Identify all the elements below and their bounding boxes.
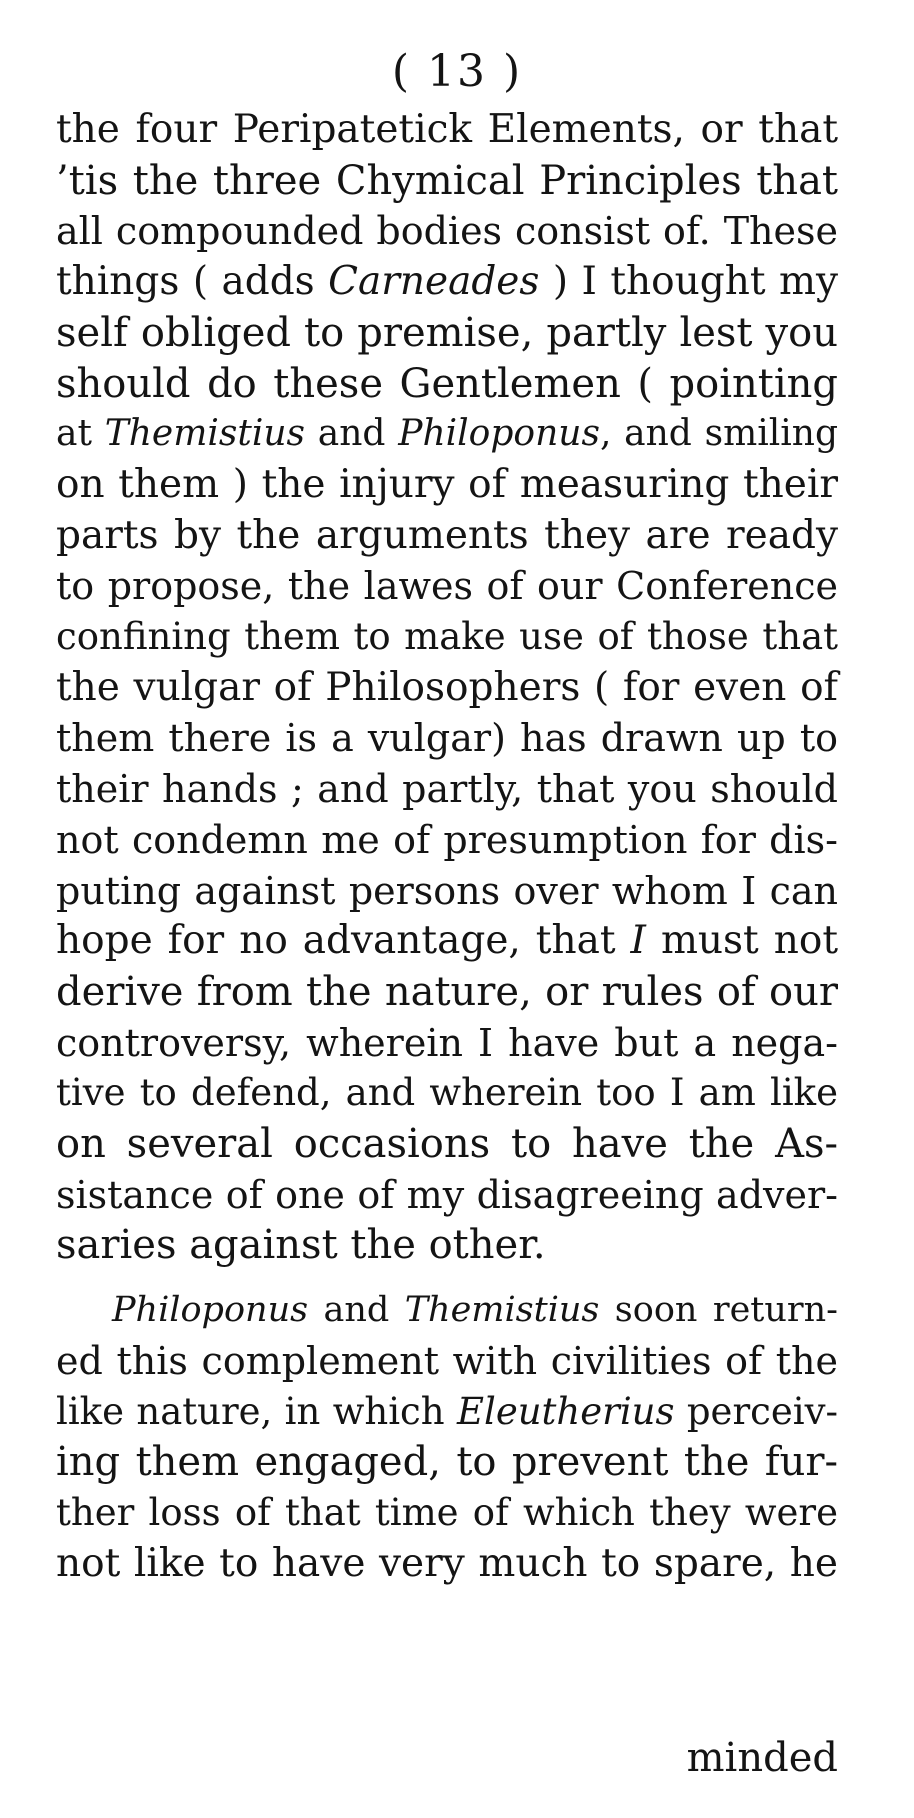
catchword: minded [686,1735,838,1781]
text-line [56,511,838,561]
text-span: , and smiling [599,413,839,455]
text-span: and [308,1290,405,1331]
italic-name: Themistius [404,1290,600,1331]
text-line [56,1068,838,1118]
text-line [56,612,838,662]
text-line [56,1387,838,1437]
text-line [56,206,838,256]
text-line [56,1119,838,1169]
text-span: on them ) the injury of measuring their [56,461,838,507]
text-line [56,561,838,611]
text-span: hope for no advantage, that [56,918,631,964]
text-span: perceiv- [674,1389,839,1433]
text-span: them there is a vulgar) has drawn up to [56,716,838,761]
text-span: must not [645,918,839,964]
text-span: puting against persons over whom I can [56,868,838,913]
text-line [56,308,838,358]
text-line [56,1437,838,1487]
text-span: and [305,413,399,455]
page-number: ( 13 ) [391,46,523,97]
italic-name: Themistius [104,413,305,455]
text-line [56,1539,838,1589]
text-span: ed this complement with civilities of the [56,1338,838,1383]
text-line [56,866,838,916]
text-span: to propose, the lawes of our Conference [56,564,838,609]
text-span: derive from the nature, or rules of our [56,968,838,1015]
text-line [56,105,838,155]
italic-name: Philoponus [112,1290,309,1331]
text-span: the vulgar of Philosophers ( for even of [56,664,838,710]
text-line [56,1488,838,1538]
text-line [56,257,838,307]
text-span: not like to have very much to spare, he [56,1540,838,1586]
text-span: like nature, in which [56,1389,457,1433]
text-span: self obliged to premise, partly lest you [56,309,838,356]
text-span: all compounded bodies consist of. These [56,209,838,254]
text-span: ) I thought my [539,259,838,305]
text-span: controversy, wherein I have but a nega- [56,1020,838,1065]
text-span: things ( adds [56,259,329,305]
text-span: sistance of one of my disagreeing adver- [56,1172,838,1217]
text-span: the four Peripatetick Elements, or that [56,107,838,152]
text-line [56,359,838,409]
text-span: ing them engaged, to prevent the fur- [56,1439,838,1486]
text-span: ’tis the three Chymical Principles that [56,157,838,204]
text-span: their hands ; and partly, that you should [56,767,838,812]
text-line [56,764,838,814]
text-line [56,1170,838,1220]
text-line [56,409,838,459]
text-span: soon return- [599,1290,838,1331]
text-line [56,713,838,763]
text-line [112,1285,838,1335]
text-line [56,156,838,206]
text-line [56,1018,838,1068]
text-line [56,815,838,865]
text-span: should do these Gentlemen ( pointing [56,360,838,407]
text-span: on several occasions to have the As- [56,1121,838,1167]
text-span: ther loss of that time of which they were [56,1490,838,1534]
text-span: not condemn me of presumption for dis- [56,817,838,862]
text-line [56,663,838,713]
text-span: confining them to make use of those that [56,615,838,658]
italic-name: Philoponus [398,413,600,455]
italic-name: Carneades [328,259,540,305]
text-span: tive to defend, and wherein too I am like [56,1071,838,1115]
text-span: parts by the arguments they are ready [56,512,838,558]
text-line [56,967,838,1017]
text-line [56,1336,838,1386]
italic-name: I [630,918,646,964]
italic-name: Eleutherius [456,1389,675,1433]
text-span: at [56,413,105,455]
text-span: saries against the other. [56,1222,546,1269]
text-line [56,916,838,966]
text-line [56,1220,838,1270]
text-line [56,460,838,510]
